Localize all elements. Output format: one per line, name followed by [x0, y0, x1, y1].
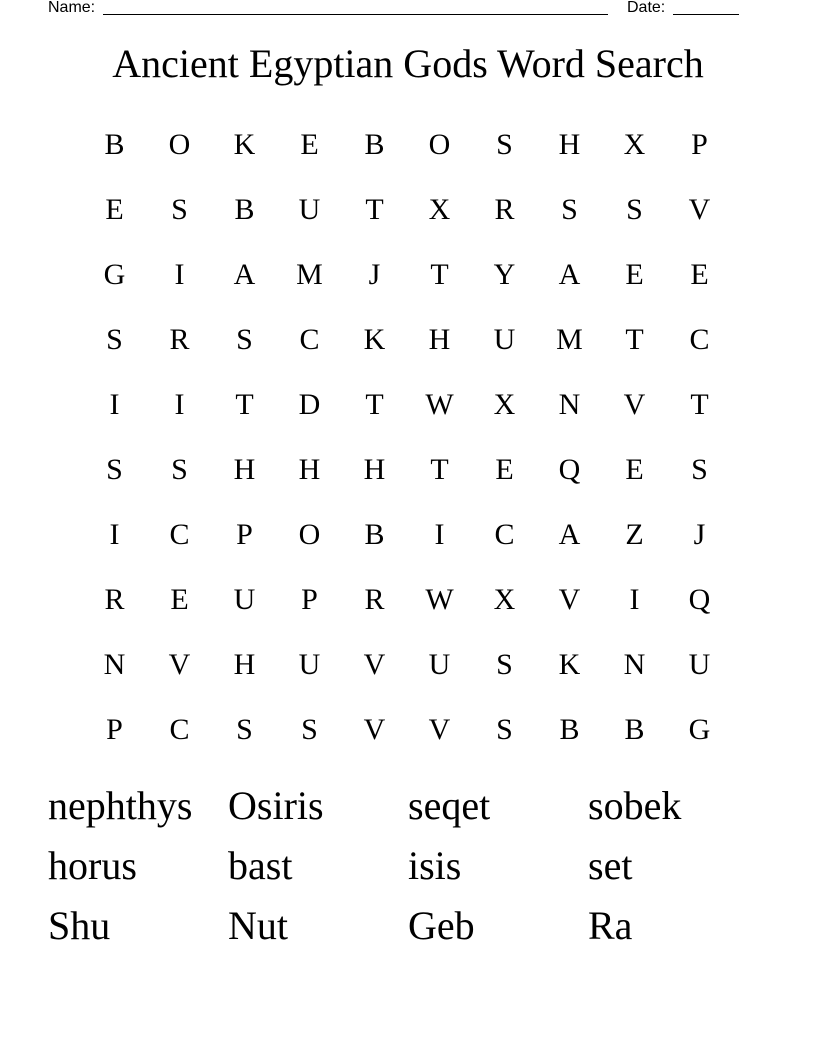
word-list-item: Ra — [588, 903, 633, 948]
grid-letter: I — [174, 258, 185, 291]
grid-letter: E — [170, 583, 189, 616]
grid-letter: S — [236, 323, 253, 356]
grid-letter: B — [559, 713, 580, 746]
grid-row — [82, 632, 732, 697]
grid-letter: W — [425, 388, 454, 421]
word-list-item: Shu — [48, 903, 111, 948]
grid-letter: Q — [558, 453, 581, 486]
grid-letter: X — [493, 388, 516, 421]
word-list-item: isis — [408, 843, 462, 888]
grid-letter: C — [494, 518, 515, 551]
grid-letter: J — [693, 518, 706, 551]
grid-letter: E — [690, 258, 709, 291]
grid-letter: P — [236, 518, 253, 551]
word-list-item: seqet — [408, 783, 491, 828]
grid-letter: O — [298, 518, 321, 551]
grid-row — [82, 697, 732, 762]
grid-letter: V — [623, 388, 646, 421]
grid-row — [82, 307, 732, 372]
grid-letter: S — [106, 323, 123, 356]
grid-letter: A — [558, 518, 581, 551]
name-label: Name: — [48, 0, 96, 16]
grid-letter: H — [428, 323, 451, 356]
grid-letter: K — [363, 323, 386, 356]
grid-row — [82, 242, 732, 307]
grid-letter: P — [691, 128, 708, 161]
grid-letter: R — [104, 583, 125, 616]
grid-letter: V — [428, 713, 451, 746]
grid-letter: G — [688, 713, 711, 746]
grid-letter: B — [104, 128, 125, 161]
page-title: Ancient Egyptian Gods Word Search — [112, 41, 704, 86]
grid-letter: B — [624, 713, 645, 746]
grid-letter: U — [493, 323, 516, 356]
grid-letter: D — [298, 388, 321, 421]
word-list-row — [48, 776, 768, 836]
word-list — [48, 776, 768, 956]
grid-letter: B — [364, 518, 385, 551]
grid-letter: U — [428, 648, 451, 681]
word-list-item: nephthys — [48, 783, 193, 828]
grid-letter: O — [168, 128, 191, 161]
grid-letter: Q — [688, 583, 711, 616]
grid-letter: H — [558, 128, 581, 161]
grid-letter: I — [109, 518, 120, 551]
grid-letter: X — [428, 193, 451, 226]
grid-letter: I — [629, 583, 640, 616]
grid-letter: M — [296, 258, 323, 291]
grid-letter: T — [235, 388, 254, 421]
grid-row — [82, 502, 732, 567]
grid-letter: U — [688, 648, 711, 681]
word-list-item: Geb — [408, 903, 475, 948]
grid-letter: S — [691, 453, 708, 486]
grid-letter: I — [174, 388, 185, 421]
grid-letter: S — [171, 193, 188, 226]
grid-letter: H — [233, 648, 256, 681]
grid-letter: O — [428, 128, 451, 161]
grid-letter: X — [493, 583, 516, 616]
grid-letter: I — [434, 518, 445, 551]
grid-letter: R — [494, 193, 515, 226]
grid-letter: P — [301, 583, 318, 616]
grid-letter: M — [556, 323, 583, 356]
grid-letter: S — [106, 453, 123, 486]
grid-letter: V — [363, 648, 386, 681]
grid-letter: K — [233, 128, 256, 161]
grid-letter: S — [301, 713, 318, 746]
grid-letter: N — [558, 388, 581, 421]
grid-row — [82, 372, 732, 437]
grid-letter: I — [109, 388, 120, 421]
grid-letter: T — [625, 323, 644, 356]
grid-letter: N — [623, 648, 646, 681]
grid-letter: X — [623, 128, 646, 161]
grid-letter: J — [368, 258, 381, 291]
word-list-row — [48, 836, 768, 896]
date-label: Date: — [627, 0, 666, 16]
word-list-item: horus — [48, 843, 137, 888]
grid-row — [82, 567, 732, 632]
grid-letter: S — [236, 713, 253, 746]
letter-grid — [82, 112, 732, 762]
grid-letter: E — [625, 453, 644, 486]
grid-letter: T — [365, 193, 384, 226]
grid-letter: S — [496, 128, 513, 161]
grid-row — [82, 177, 732, 242]
grid-letter: B — [234, 193, 255, 226]
grid-letter: E — [495, 453, 514, 486]
word-list-item: sobek — [588, 783, 682, 828]
grid-letter: T — [430, 453, 449, 486]
grid-letter: S — [496, 713, 513, 746]
grid-letter: V — [688, 193, 711, 226]
grid-letter: T — [430, 258, 449, 291]
word-list-item: set — [588, 843, 633, 888]
grid-letter: V — [168, 648, 191, 681]
grid-letter: C — [299, 323, 320, 356]
word-list-item: bast — [228, 843, 293, 888]
word-list-item: Nut — [228, 903, 288, 948]
grid-letter: H — [363, 453, 386, 486]
grid-letter: S — [171, 453, 188, 486]
grid-letter: H — [233, 453, 256, 486]
grid-letter: C — [169, 518, 190, 551]
grid-letter: H — [298, 453, 321, 486]
worksheet-header — [48, 0, 748, 19]
grid-letter: S — [626, 193, 643, 226]
grid-letter: T — [365, 388, 384, 421]
grid-letter: A — [233, 258, 256, 291]
grid-row — [82, 437, 732, 502]
grid-letter: S — [561, 193, 578, 226]
word-list-item: Osiris — [228, 783, 324, 828]
grid-letter: C — [689, 323, 710, 356]
grid-letter: N — [103, 648, 126, 681]
grid-letter: S — [496, 648, 513, 681]
grid-letter: K — [558, 648, 581, 681]
grid-letter: B — [364, 128, 385, 161]
grid-letter: Z — [625, 518, 644, 551]
grid-letter: W — [425, 583, 454, 616]
grid-letter: E — [300, 128, 319, 161]
grid-letter: Y — [493, 258, 516, 291]
grid-letter: E — [625, 258, 644, 291]
grid-letter: R — [364, 583, 385, 616]
grid-letter: U — [233, 583, 256, 616]
date-line — [673, 14, 739, 15]
grid-letter: C — [169, 713, 190, 746]
grid-letter: A — [558, 258, 581, 291]
grid-row — [82, 112, 732, 177]
grid-letter: V — [363, 713, 386, 746]
grid-letter: U — [298, 648, 321, 681]
grid-letter: G — [103, 258, 126, 291]
grid-letter: T — [690, 388, 709, 421]
grid-letter: R — [169, 323, 190, 356]
grid-letter: U — [298, 193, 321, 226]
name-line — [103, 14, 608, 15]
word-list-row — [48, 896, 768, 956]
grid-letter: E — [105, 193, 124, 226]
grid-letter: P — [106, 713, 123, 746]
grid-letter: V — [558, 583, 581, 616]
